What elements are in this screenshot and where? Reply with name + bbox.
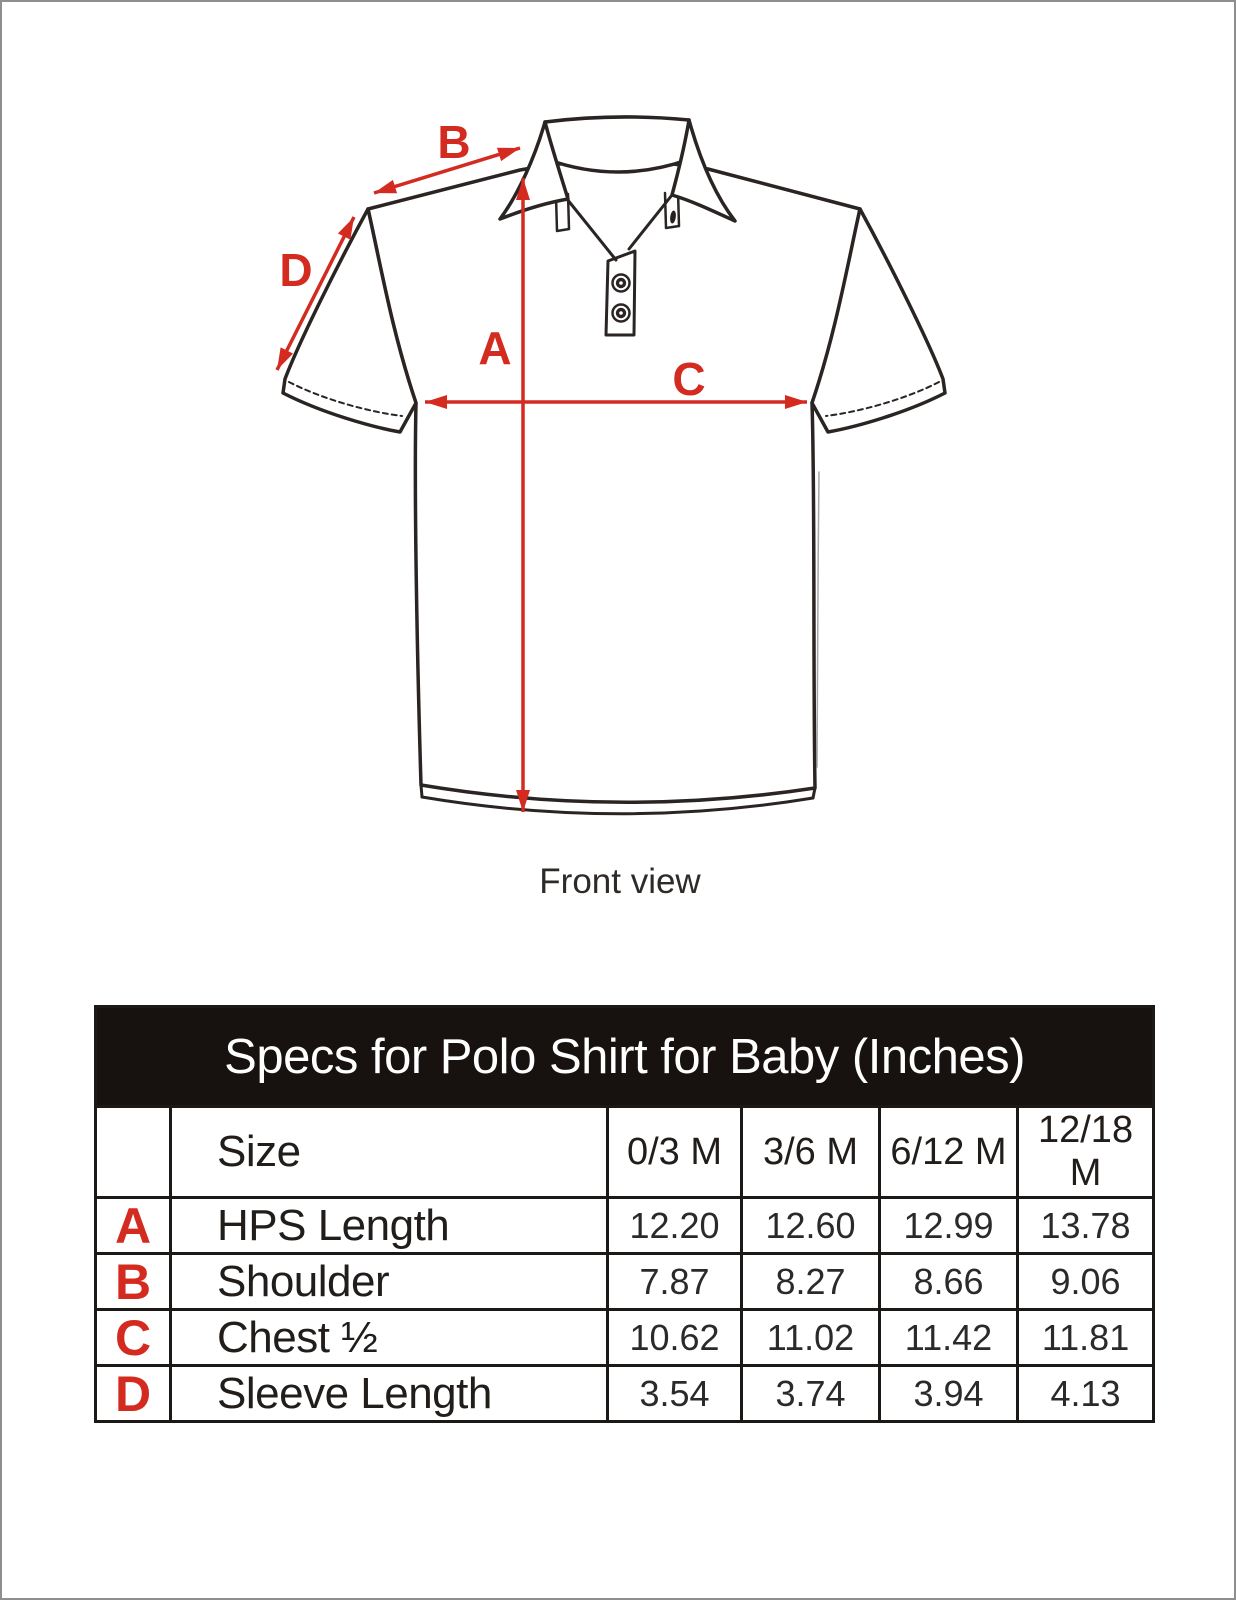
measurement-value: 11.81	[1018, 1310, 1154, 1366]
spec-row-chest	[96, 1310, 1154, 1366]
measurement-value: 8.66	[880, 1254, 1018, 1310]
collar-band	[545, 117, 689, 172]
row-letter: C	[96, 1310, 171, 1366]
size-header-label: Size	[171, 1107, 608, 1198]
dimension-label-b: B	[437, 116, 471, 168]
measurement-value: 11.02	[742, 1310, 880, 1366]
spec-row-hps-length	[96, 1198, 1154, 1254]
dimension-label-a: A	[478, 322, 512, 374]
measurement-value: 13.78	[1018, 1198, 1154, 1254]
size-column-header: 0/3 M	[608, 1107, 742, 1198]
spec-row-shoulder	[96, 1254, 1154, 1310]
measurement-value: 10.62	[608, 1310, 742, 1366]
polo-shirt-diagram	[2, 2, 1236, 962]
measurement-value: 9.06	[1018, 1254, 1154, 1310]
measurement-value: 12.99	[880, 1198, 1018, 1254]
row-label: Chest ½	[171, 1310, 608, 1366]
row-letter: A	[96, 1198, 171, 1254]
row-letter: B	[96, 1254, 171, 1310]
measurement-value: 3.74	[742, 1366, 880, 1422]
row-letter	[96, 1107, 171, 1198]
shirt-lineart	[283, 117, 945, 814]
measurement-value: 8.27	[742, 1254, 880, 1310]
row-letter: D	[96, 1366, 171, 1422]
measurement-value: 12.60	[742, 1198, 880, 1254]
size-column-header: 6/12 M	[880, 1107, 1018, 1198]
table-title: Specs for Polo Shirt for Baby (Inches)	[96, 1007, 1154, 1107]
front-view-caption: Front view	[539, 862, 701, 901]
measurement-value: 12.20	[608, 1198, 742, 1254]
row-label: Sleeve Length	[171, 1366, 608, 1422]
specs-table	[94, 1005, 1155, 1423]
measurement-value: 7.87	[608, 1254, 742, 1310]
measurement-value: 4.13	[1018, 1366, 1154, 1422]
dimension-label-d: D	[279, 244, 313, 296]
table-title-row	[96, 1007, 1154, 1107]
size-column-header: 3/6 M	[742, 1107, 880, 1198]
size-header-row	[96, 1107, 1154, 1198]
measurement-value: 11.42	[880, 1310, 1018, 1366]
measurement-value: 3.94	[880, 1366, 1018, 1422]
row-label: Shoulder	[171, 1254, 608, 1310]
measurement-value: 3.54	[608, 1366, 742, 1422]
size-column-header: 12/18 M	[1018, 1107, 1154, 1198]
spec-row-sleeve-length	[96, 1366, 1154, 1422]
row-label: HPS Length	[171, 1198, 608, 1254]
dimension-label-c: C	[672, 353, 706, 405]
